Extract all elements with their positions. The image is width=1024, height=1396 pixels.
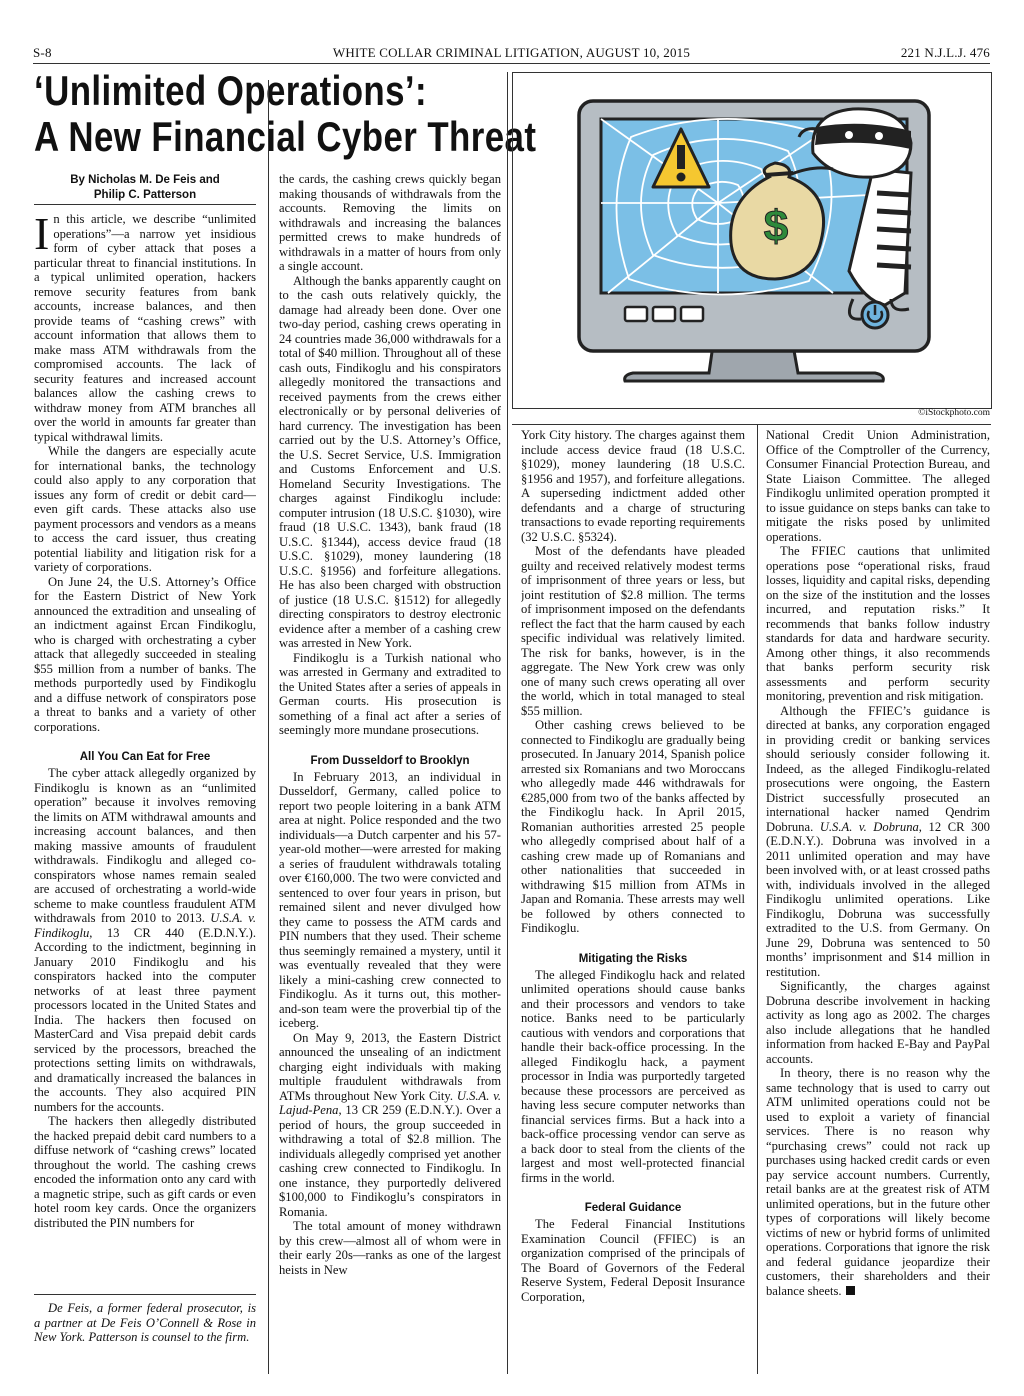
paragraph: The total amount of money withdrawn by this crew—almost all of whom were in their early 20s—ranks as one of the largest heists in New	[279, 1219, 501, 1277]
paragraph: The alleged Findikoglu hack and related unlimited operations should cause banks and their processors and vendors to take notice. Banks need to be particularly cautious with vendors and corporations that handle their back-office processing. In the alleged Findikoglu hack, a payment processor in India was purportedly targeted because these processors are perceived as having less secure computer networks than financial services firms. But a hack into a back-office processing vendor can serve as a back door to steal from the clients of the largest and most well-protected financial firms in the world.	[521, 967, 745, 1185]
paragraph: The hackers then allegedly distributed the hacked prepaid debit card numbers to a diffuse network of “cashing crews” located throughout the world. The cashing crews encoded the information onto any card with a magnetic stripe, such as gift cards or even hotel room key cards. Once the organizers distributed the PIN numbers for	[34, 1114, 256, 1230]
author-bio-text: De Feis, a former federal prosecutor, is a partner at De Feis O’Connell & Rose in New York. Patterson is counsel to the firm.	[34, 1301, 256, 1344]
power-button-icon	[862, 302, 888, 328]
paragraph: Most of the defendants have pleaded guilty and received relatively modest terms of imprisonment of three years or less, but joint restitution of $2.8 million. The terms of imprisonment imposed on the defendants reflect the fact that the harm caused by each specific individual was relatively limited. The risk for banks, however, is in the aggregate. The New York crew was only one of many such crews operating all over the world, which in total managed to steal $55 million.	[521, 544, 745, 718]
paragraph: On June 24, the U.S. Attorney’s Office for the Eastern District of New York announced the extradition and unsealing of an indictment against Ercan Findikoglu, who is charged with orchestrating a cyber attack that allegedly succeeded in stealing $55 million from a number of banks. The methods purportedly used by Findikoglu and a diffuse network of conspirators pose a threat to banks and a variety of other corporations.	[34, 574, 256, 734]
subheading: All You Can Eat for Free	[79, 751, 211, 763]
page-header	[33, 43, 990, 64]
headline	[34, 67, 537, 160]
paragraph: National Credit Union Administration, Office of the Comptroller of the Currency, Consumer Financial Protection Bureau, and State Liaison Committee. The alleged Findikoglu unlimited operation prompted it to issue guidance on steps banks can take to mitigate the risks posed by unlimited operations.	[766, 428, 990, 544]
photo-credit: ©iStockphoto.com	[918, 408, 990, 418]
case-citation: U.S.A. v. Findikoglu	[34, 911, 256, 940]
paragraph: The FFIEC cautions that unlimited operations pose “operational risks, fraud losses, liquidity and capital risks, depending on the size of the institution and the losses incurred, and reputation risks.” It recommends that banks follow industry standards for data and hardware security. Among other things, it also recommends that banks perform security risk assessments and perform security monitoring, prevention and risk mitigation.	[766, 544, 990, 703]
paragraph: In theory, there is no reason why the same technology that is used to carry out ATM unlimited operations could not be used to exploit a variety of financial services. There is no reason why “purchasing crews” could not rack up purchases using hacked credit cards or even pay service account numbers. Currently, retail banks are at the greatest risk of ATM unlimited operations, but in the future other types of corporations will likely become victims of new or hybrid forms of unlimited operations. Corporations that ignore the risk and federal guidance jeopardize their customers, their shareholders and their balance sheets.	[766, 1066, 990, 1298]
publication-line: WHITE COLLAR CRIMINAL LITIGATION, AUGUST 10, 2015	[332, 45, 691, 60]
paragraph: the cards, the cashing crews quickly began making thousands of withdrawals from the accounts. Removing the limits on withdrawals and increasing the balances permitted crews to make hundreds of withdrawals in a matter of hours from only a single account.	[279, 172, 501, 273]
citation: 221 N.J.L.J. 476	[900, 45, 990, 60]
paragraph: The cyber attack allegedly organized by Findikoglu is known as an “unlimited operation” because it involves removing the limits on ATM withdrawal amounts and increasing account balances, and then making massive amounts of fraudulent withdrawals. Findikoglu and alleged co-conspirators whose names remain sealed are accused of orchestrating a world-wide scheme to make countless fraudulent ATM withdrawals from 2010 to 2013. U.S.A. v. Findikoglu, 13 CR 440 (E.D.N.Y.). According to the indictment, beginning in January 2010 Findikoglu and his conspirators hacked into the computer networks of at least three payment processors located in the United States and India. The hackers then focused on MasterCard and Visa prepaid debit cards serviced by the processors, breached the protections setting limits on withdrawals, and dramatically increased the balances in the accounts. They also acquired PIN numbers for the accounts.	[34, 766, 256, 1114]
drop-cap: I	[34, 212, 50, 259]
paragraph: Although the banks apparently caught on to the cash outs relatively quickly, the damage had already been done. Over one two-day period, cashing crews operating in 24 countries made 36,000 withdrawals for a total of $40 million. Throughout all of these cash outs, Findikoglu and his conspirators allegedly monitored the transactions and received payments from the crews either electronically or by personal deliveries of hard currency. The investigation has been carried out by the U.S. Attorney’s Office, the U.S. Secret Service, U.S. Immigration and Customs Enforcement and U.S. Homeland Security Investigations. The charges against Findikoglu include: computer intrusion (18 U.S.C. §1030), wire fraud (18 U.S.C. 1343), bank fraud (18 U.S.C. §1344), access device fraud (18 U.S.C. §1029), money laundering (18 U.S.C. §1956) and forfeiture allegations. He has also been charged with obstruction of justice (18 U.S.C. §1512) for allegedly directing conspirators to destroy electronic evidence after a member of a cashing crew was arrested in New York.	[279, 273, 501, 650]
svg-text:$: $	[763, 202, 789, 251]
headline-line-2: A New Financial Cyber Threat	[34, 113, 537, 160]
article-column-1	[34, 212, 256, 1288]
paragraph: On May 9, 2013, the Eastern District announced the unsealing of an indictment charging eight individuals with making multiple fraudulent withdrawals from ATMs throughout New York City. U.S.A. v. Lajud-Pena, 13 CR 259 (E.D.N.Y.). Over a period of hours, the group succeeded in withdrawing a total of $2.8 million. The individuals allegedly comprised yet another cashing crew connected to Findikoglu. In one instance, they purportedly delivered $100,000 to Findikoglu’s conspirators in Romania.	[279, 1030, 501, 1219]
paragraph: In February 2013, an individual in Dusseldorf, Germany, called police to report two people loitering in a bank ATM area at night. Police responded and the two individuals—a Dutch carpenter and his 57-year-old mother—were arrested for making a series of fraudulent withdrawals totaling over €160,000. The two were convicted and sentenced to over four years in prison, but remained silent and never divulged how they came to possess the ATM cards and PIN numbers that they used. Their scheme thus seemingly remained a mystery, until it was eventually revealed that they were likely a mini-cashing crew connected to Findikoglu. As it turns out, this mother-and-son team were the proverbial tip of the iceberg.	[279, 769, 501, 1030]
computer-monitor-illustration	[513, 73, 991, 408]
subheading: From Dusseldorf to Brooklyn	[310, 754, 470, 767]
illustration-divider	[512, 424, 991, 425]
paragraph: Although the FFIEC’s guidance is directed at banks, any corporation engaged in providing credit or banking services should seriously consider following it. Indeed, as the alleged Findikoglu-related prosecutions were ongoing, the Eastern District successfully prosecuted an international hacker named Qendrim Dobruna. U.S.A. v. Dobruna, 12 CR 300 (E.D.N.Y.). Dobruna was involved in a 2011 unlimited operation and may have been involved with, or at least crossed paths with, individuals involved in the alleged Findikoglu unlimited operations. Like Findikoglu, Dobruna was successfully extradited to the U.S. from Germany. On June 29, Dobruna was sentenced to 50 months’ imprisonment and $14 million in restitution.	[766, 703, 990, 979]
article-column-4	[766, 428, 990, 1382]
intro-paragraph	[34, 212, 256, 444]
subheading: Federal Guidance	[584, 1202, 682, 1214]
page-number: S-8	[33, 45, 52, 60]
end-mark-icon	[846, 1286, 855, 1295]
column-divider	[507, 72, 508, 1374]
article-column-2	[279, 172, 501, 1382]
byline-authors-2: Philip C. Patterson	[93, 188, 197, 201]
author-bio	[34, 1294, 256, 1345]
case-citation: U.S.A. v. Lajud-Pena	[279, 1088, 501, 1117]
headline-line-1: ‘Unlimited Operations’:	[34, 67, 428, 114]
article-column-3	[521, 428, 745, 1382]
column-divider	[268, 80, 269, 1374]
column-divider	[757, 425, 758, 1374]
illustration	[512, 72, 992, 409]
paragraph: Other cashing crews believed to be connected to Findikoglu are gradually being prosecuted. In January 2014, Spanish police arrested six Romanians and two Moroccans who allegedly made 446 withdrawals for €285,000 from two of the banks affected by the Findikoglu hack. In April 2015, Romanian authorities arrested 25 people who allegedly comprised about half of a cashing crew made up of Romanians and other nationalities that succeeded in withdrawing $15 million from ATMs in Japan and Romania. These arrests may well be followed by others connected to Findikoglu.	[521, 718, 745, 935]
paragraph: York City history. The charges against them include access device fraud (18 U.S.C. §1029), money laundering (18 U.S.C. §1956 and 1957), and forfeiture allegations. A superseding indictment added other defendants and a charge of structuring transactions to evade reporting requirements (32 U.S.C. §5324).	[521, 428, 745, 544]
paragraph: The Federal Financial Institutions Examination Council (FFIEC) is an organization comprised of the principals of The Board of Governors of the Federal Reserve System, Federal Deposit Insurance Corporation,	[521, 1217, 745, 1304]
case-citation: U.S.A. v. Dobruna	[819, 819, 919, 834]
byline	[34, 173, 256, 202]
paragraph: While the dangers are especially acute for international banks, the technology could also apply to any corporation that issues any form of credit or debit card—even gift cards. These attacks also use payment processors and vendors as a means to access the card issuer, thus creating potential liability and litigation risk for a variety of corporations.	[34, 444, 256, 574]
paragraph: Findikoglu is a Turkish national who was arrested in Germany and extradited to the United States after a series of appeals in German courts. His prosecution is something of a final act after a series of seemingly more mundane prosecutions.	[279, 650, 501, 737]
intro-text: n this article, we describe “unlimited operations”—a narrow yet insidious form of cyber attack that poses a particular threat to financial institutions. In a typical unlimited operation, hackers remove security features from bank accounts, increase balances, and then provide teams of “cashing crews” with account information that allows them to make mass ATM withdrawals from the compromised accounts. The lack of security features and increased account balances allow the cashing crews to withdraw money from ATM branches all over the world in amounts far greater than typical withdrawal limits.	[34, 212, 256, 444]
subheading: Mitigating the Risks	[578, 952, 688, 965]
byline-divider	[34, 204, 256, 205]
byline-authors: By Nicholas M. De Feis and	[70, 174, 220, 186]
paragraph: Significantly, the charges against Dobruna describe involvement in hacking activity as long ago as 2002. The charges also include allegations that he handled information from hacked E-Bay and PayPal accounts.	[766, 979, 990, 1066]
